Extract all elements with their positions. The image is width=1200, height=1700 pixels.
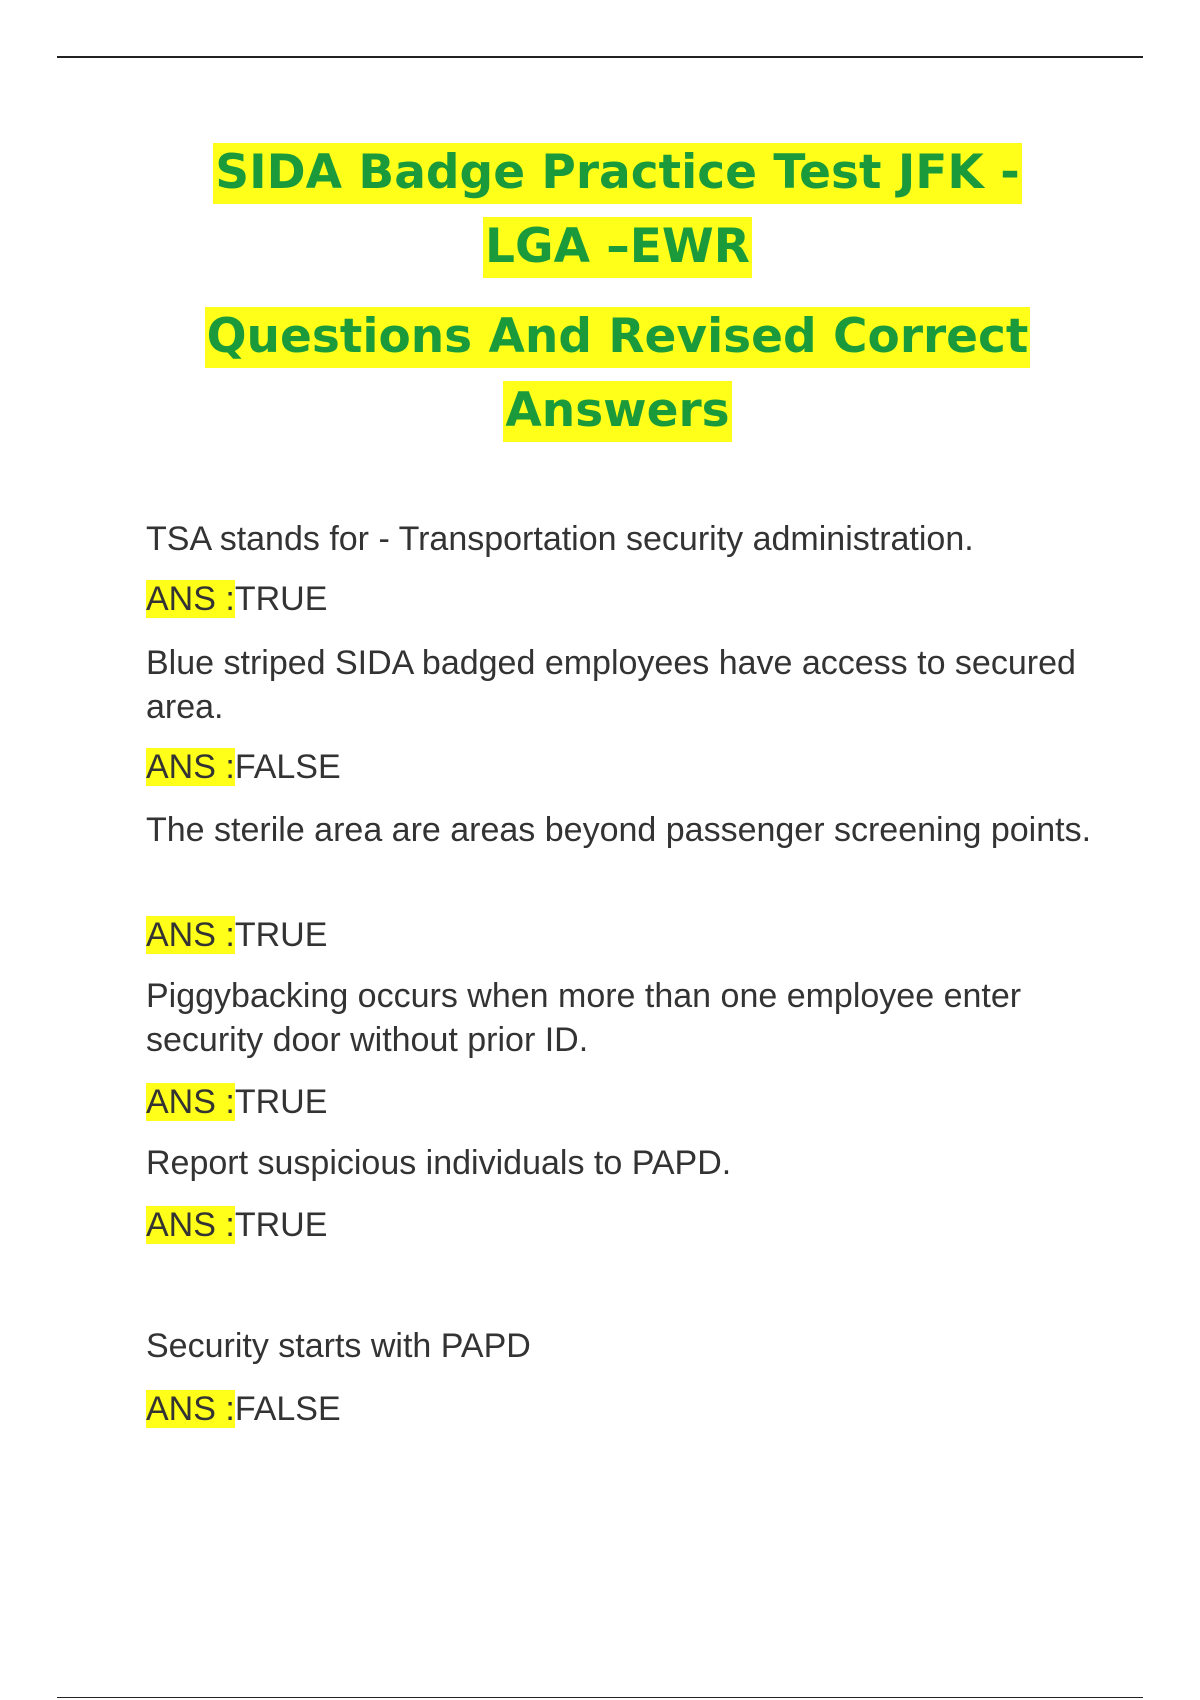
answer-line (146, 913, 1106, 957)
document-title (120, 136, 1115, 448)
qa-answer (146, 1080, 1106, 1124)
subtitle-line-1: Questions And Revised Correct (205, 307, 1031, 368)
answer-label: ANS : (146, 748, 235, 786)
answer-value: TRUE (234, 916, 328, 954)
answer-line (146, 745, 1106, 789)
qa-item (146, 641, 1106, 729)
title-line-1: SIDA Badge Practice Test JFK - (213, 143, 1021, 204)
bottom-rule (57, 1697, 1143, 1698)
qa-answer (146, 1203, 1106, 1247)
answer-line (146, 577, 1106, 621)
title-line-2: LGA –EWR (483, 217, 752, 278)
qa-item (146, 517, 1106, 561)
question-text: Blue striped SIDA badged employees have access to secured area. (146, 644, 1076, 726)
answer-label: ANS : (146, 1390, 235, 1428)
question-text: The sterile area are areas beyond passenger screening points. (146, 811, 1092, 849)
qa-item (146, 974, 1106, 1062)
answer-line (146, 1080, 1106, 1124)
answer-line (146, 1203, 1106, 1247)
qa-answer (146, 913, 1106, 957)
answer-value: FALSE (234, 1390, 341, 1428)
answer-value: TRUE (234, 580, 328, 618)
answer-value: TRUE (234, 1083, 328, 1121)
qa-item (146, 1141, 1106, 1185)
answer-line (146, 1387, 1106, 1431)
question-text: Security starts with PAPD (146, 1327, 531, 1365)
qa-answer (146, 1387, 1106, 1431)
answer-label: ANS : (146, 916, 235, 954)
answer-value: TRUE (234, 1206, 328, 1244)
qa-answer (146, 577, 1106, 621)
top-rule (57, 56, 1143, 58)
answer-label: ANS : (146, 1083, 235, 1121)
question-text: TSA stands for - Transportation security administration. (146, 520, 974, 558)
question-text: Piggybacking occurs when more than one employee enter security door without prior ID. (146, 977, 1022, 1059)
answer-label: ANS : (146, 1206, 235, 1244)
answer-label: ANS : (146, 580, 235, 618)
subtitle-line-2: Answers (503, 381, 731, 442)
qa-answer (146, 745, 1106, 789)
question-text: Report suspicious individuals to PAPD. (146, 1144, 732, 1182)
answer-value: FALSE (234, 748, 341, 786)
qa-item (146, 808, 1106, 852)
qa-item (146, 1324, 1106, 1368)
